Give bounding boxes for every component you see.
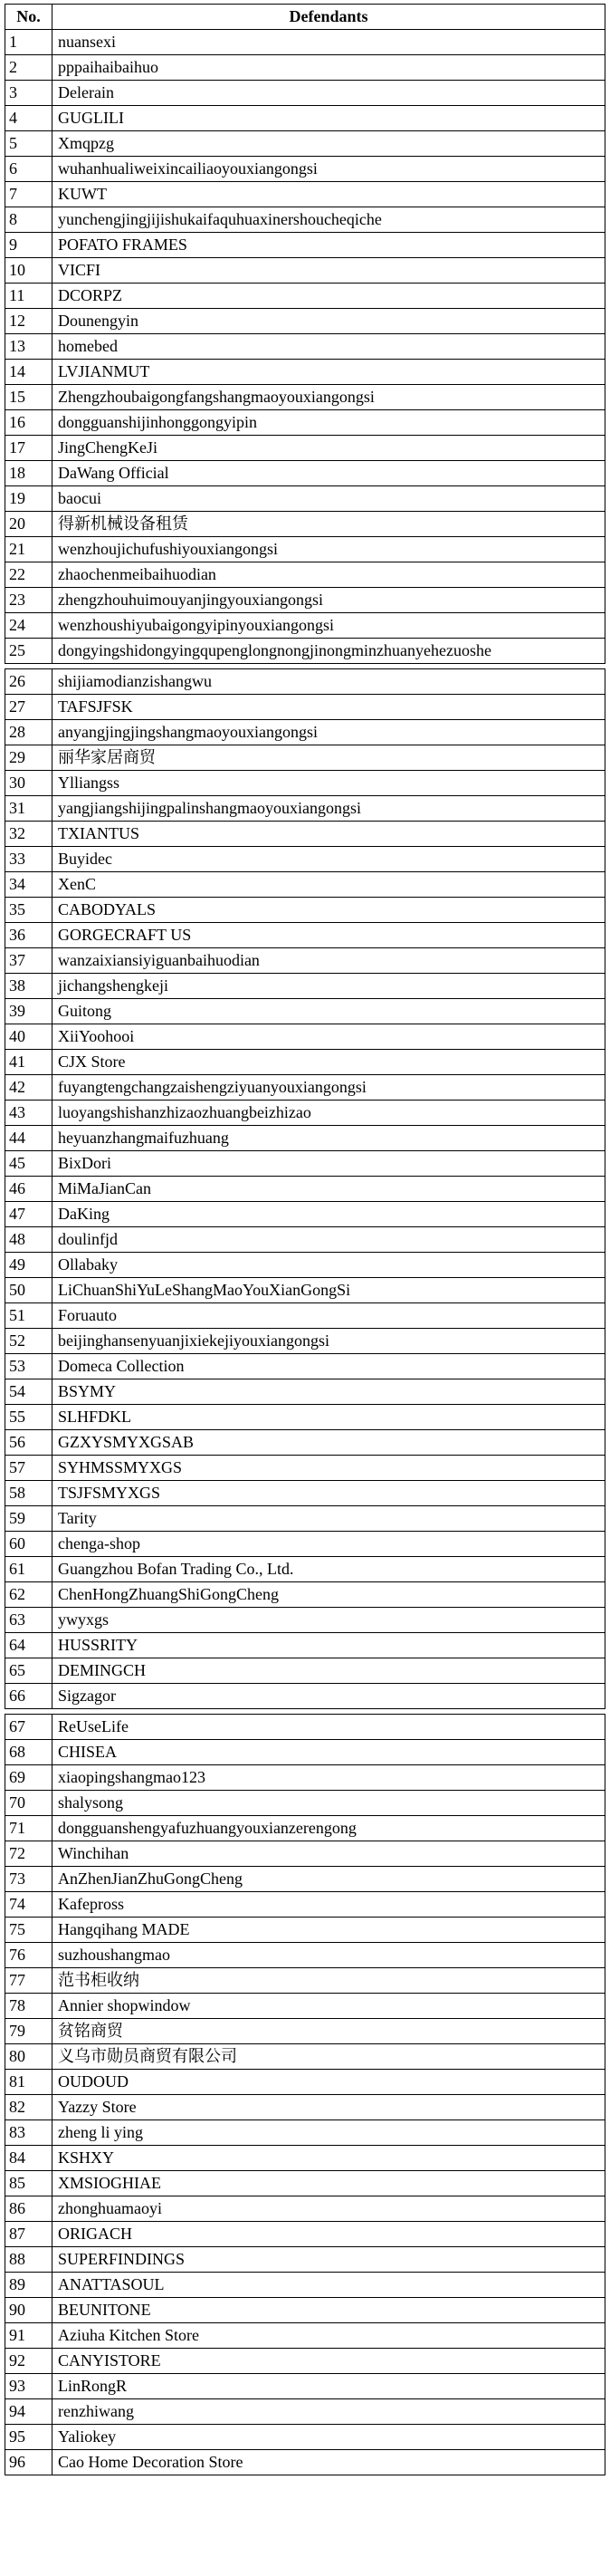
table-row	[5, 1379, 605, 1405]
table-row	[5, 1532, 605, 1557]
table-row	[5, 2399, 605, 2425]
defendant-number: 79	[5, 2019, 52, 2044]
defendant-name: SYHMSSMYXGS	[52, 1456, 605, 1481]
defendant-name: TSJFSMYXGS	[52, 1481, 605, 1506]
table-row	[5, 1968, 605, 1994]
defendant-number: 54	[5, 1379, 52, 1405]
defendant-number: 3	[5, 81, 52, 106]
defendant-name: LinRongR	[52, 2374, 605, 2399]
table-row	[5, 2323, 605, 2349]
defendant-number: 45	[5, 1151, 52, 1177]
defendant-name: Dounengyin	[52, 309, 605, 334]
table-row	[5, 948, 605, 974]
defendant-name: chenga-shop	[52, 1532, 605, 1557]
table-row	[5, 1715, 605, 1740]
defendant-number: 39	[5, 999, 52, 1024]
defendant-name: CHISEA	[52, 1740, 605, 1765]
table-row	[5, 1918, 605, 1943]
defendant-name: XMSIOGHIAE	[52, 2171, 605, 2196]
defendant-number: 69	[5, 1765, 52, 1791]
defendant-number: 21	[5, 537, 52, 562]
defendant-name: heyuanzhangmaifuzhuang	[52, 1126, 605, 1151]
table-row	[5, 1582, 605, 1608]
table-row	[5, 1506, 605, 1532]
table-row	[5, 1430, 605, 1456]
defendant-name: OUDOUD	[52, 2070, 605, 2095]
defendant-name: Sigzagor	[52, 1684, 605, 1709]
table-row	[5, 1456, 605, 1481]
defendant-number: 4	[5, 106, 52, 131]
defendant-number: 89	[5, 2273, 52, 2298]
defendant-number: 32	[5, 822, 52, 847]
table-row	[5, 1994, 605, 2019]
table-row	[5, 1151, 605, 1177]
defendant-name: dongguanshengyafuzhuangyouxianzerengong	[52, 1816, 605, 1841]
defendant-number: 58	[5, 1481, 52, 1506]
defendant-number: 76	[5, 1943, 52, 1968]
defendant-number: 64	[5, 1633, 52, 1658]
defendant-number: 84	[5, 2146, 52, 2171]
defendant-number: 77	[5, 1968, 52, 1994]
header-no: No.	[5, 5, 52, 30]
defendant-name: jichangshengkeji	[52, 974, 605, 999]
table-row	[5, 2425, 605, 2450]
table-row	[5, 1303, 605, 1329]
defendant-number: 86	[5, 2196, 52, 2222]
defendant-name: BEUNITONE	[52, 2298, 605, 2323]
table-row	[5, 1841, 605, 1867]
table-row	[5, 1892, 605, 1918]
defendant-name: zheng li ying	[52, 2120, 605, 2146]
defendant-number: 48	[5, 1227, 52, 1253]
defendant-number: 8	[5, 207, 52, 233]
defendant-name: Ollabaky	[52, 1253, 605, 1278]
defendant-number: 52	[5, 1329, 52, 1354]
table-row	[5, 1633, 605, 1658]
defendant-name: shijiamodianzishangwu	[52, 669, 605, 695]
defendant-name: Winchihan	[52, 1841, 605, 1867]
table-row	[5, 822, 605, 847]
defendant-name: zhengzhouhuimouyanjingyouxiangongsi	[52, 588, 605, 613]
table-row	[5, 2273, 605, 2298]
defendant-name: Guangzhou Bofan Trading Co., Ltd.	[52, 1557, 605, 1582]
defendant-number: 18	[5, 461, 52, 486]
defendant-name: Kafepross	[52, 1892, 605, 1918]
defendant-name: KUWT	[52, 182, 605, 207]
defendant-number: 61	[5, 1557, 52, 1582]
defendant-name: DEMINGCH	[52, 1658, 605, 1684]
defendant-number: 9	[5, 233, 52, 258]
defendant-name: DaWang Official	[52, 461, 605, 486]
defendant-name: AnZhenJianZhuGongCheng	[52, 1867, 605, 1892]
defendant-number: 60	[5, 1532, 52, 1557]
defendant-number: 66	[5, 1684, 52, 1709]
defendant-number: 14	[5, 360, 52, 385]
defendant-number: 90	[5, 2298, 52, 2323]
defendant-name: 丽华家居商贸	[52, 745, 605, 771]
table-row	[5, 436, 605, 461]
table-row	[5, 2222, 605, 2247]
defendant-number: 15	[5, 385, 52, 410]
defendant-name: anyangjingjingshangmaoyouxiangongsi	[52, 720, 605, 745]
defendant-number: 83	[5, 2120, 52, 2146]
table-row	[5, 182, 605, 207]
defendant-name: CJX Store	[52, 1050, 605, 1075]
table-row	[5, 562, 605, 588]
defendant-name: GZXYSMYXGSAB	[52, 1430, 605, 1456]
defendant-number: 22	[5, 562, 52, 588]
defendant-number: 67	[5, 1715, 52, 1740]
table-row	[5, 1024, 605, 1050]
defendant-number: 46	[5, 1177, 52, 1202]
defendants-table-section-2	[5, 668, 605, 1709]
defendant-name: JingChengKeJi	[52, 436, 605, 461]
table-row	[5, 1816, 605, 1841]
defendant-name: yunchengjingjijishukaifaquhuaxinershoucheqiche	[52, 207, 605, 233]
defendant-name: beijinghansenyuanjixiekejiyouxiangongsi	[52, 1329, 605, 1354]
defendant-number: 75	[5, 1918, 52, 1943]
defendant-number: 96	[5, 2450, 52, 2475]
table-row	[5, 512, 605, 537]
table-row	[5, 2044, 605, 2070]
defendant-number: 1	[5, 30, 52, 55]
defendant-name: DaKing	[52, 1202, 605, 1227]
table-row	[5, 1075, 605, 1101]
table-row	[5, 207, 605, 233]
defendant-number: 65	[5, 1658, 52, 1684]
table-row	[5, 106, 605, 131]
defendant-name: ORIGACH	[52, 2222, 605, 2247]
defendant-number: 63	[5, 1608, 52, 1633]
table-row	[5, 1253, 605, 1278]
defendant-number: 40	[5, 1024, 52, 1050]
defendant-name: shalysong	[52, 1791, 605, 1816]
defendant-number: 87	[5, 2222, 52, 2247]
defendant-name: Yaliokey	[52, 2425, 605, 2450]
defendant-name: Yazzy Store	[52, 2095, 605, 2120]
table-row	[5, 360, 605, 385]
defendant-name: GORGECRAFT US	[52, 923, 605, 948]
defendant-number: 93	[5, 2374, 52, 2399]
defendant-number: 53	[5, 1354, 52, 1379]
table-row	[5, 1329, 605, 1354]
defendant-name: Hangqihang MADE	[52, 1918, 605, 1943]
table-row	[5, 309, 605, 334]
defendant-number: 57	[5, 1456, 52, 1481]
table-row	[5, 2349, 605, 2374]
table-row	[5, 2095, 605, 2120]
table-row	[5, 1684, 605, 1709]
table-row	[5, 2146, 605, 2171]
table-row	[5, 233, 605, 258]
defendant-name: Foruauto	[52, 1303, 605, 1329]
defendant-number: 82	[5, 2095, 52, 2120]
defendant-name: suzhoushangmao	[52, 1943, 605, 1968]
table-row	[5, 1608, 605, 1633]
defendant-name: wuhanhualiweixincailiaoyouxiangongsi	[52, 157, 605, 182]
defendant-number: 78	[5, 1994, 52, 2019]
table-row	[5, 461, 605, 486]
defendant-number: 94	[5, 2399, 52, 2425]
defendant-number: 11	[5, 284, 52, 309]
defendant-name: ReUseLife	[52, 1715, 605, 1740]
table-row	[5, 898, 605, 923]
table-row	[5, 1791, 605, 1816]
table-row	[5, 1227, 605, 1253]
table-row	[5, 2196, 605, 2222]
defendant-number: 72	[5, 1841, 52, 1867]
defendant-name: yangjiangshijingpalinshangmaoyouxiangongsi	[52, 796, 605, 822]
defendant-name: DCORPZ	[52, 284, 605, 309]
defendant-name: Guitong	[52, 999, 605, 1024]
table-row	[5, 923, 605, 948]
table-row	[5, 1177, 605, 1202]
table-row	[5, 81, 605, 106]
defendant-number: 55	[5, 1405, 52, 1430]
table-row	[5, 1405, 605, 1430]
defendant-name: 义乌市勋员商贸有限公司	[52, 2044, 605, 2070]
table-row	[5, 847, 605, 872]
defendant-number: 16	[5, 410, 52, 436]
table-row	[5, 1765, 605, 1791]
defendant-name: fuyangtengchangzaishengziyuanyouxiangongsi	[52, 1075, 605, 1101]
table-row	[5, 974, 605, 999]
table-row	[5, 2298, 605, 2323]
table-row	[5, 1481, 605, 1506]
table-row	[5, 613, 605, 639]
defendant-name: wenzhoushiyubaigongyipinyouxiangongsi	[52, 613, 605, 639]
defendants-document	[5, 4, 605, 2475]
defendant-number: 81	[5, 2070, 52, 2095]
table-row	[5, 1050, 605, 1075]
defendant-number: 92	[5, 2349, 52, 2374]
defendant-name: CABODYALS	[52, 898, 605, 923]
defendant-name: GUGLILI	[52, 106, 605, 131]
header-defendants: Defendants	[52, 5, 605, 30]
defendant-name: Xmqpzg	[52, 131, 605, 157]
table-header-row	[5, 5, 605, 30]
defendant-number: 37	[5, 948, 52, 974]
table-row	[5, 1278, 605, 1303]
table-row	[5, 796, 605, 822]
defendant-name: renzhiwang	[52, 2399, 605, 2425]
defendant-name: Annier shopwindow	[52, 1994, 605, 2019]
defendant-number: 17	[5, 436, 52, 461]
defendant-name: doulinfjd	[52, 1227, 605, 1253]
table-row	[5, 999, 605, 1024]
defendant-number: 71	[5, 1816, 52, 1841]
defendant-number: 41	[5, 1050, 52, 1075]
table-row	[5, 486, 605, 512]
defendant-name: BSYMY	[52, 1379, 605, 1405]
defendant-number: 29	[5, 745, 52, 771]
table-row	[5, 1557, 605, 1582]
defendant-number: 62	[5, 1582, 52, 1608]
defendant-name: CANYISTORE	[52, 2349, 605, 2374]
table-row	[5, 771, 605, 796]
defendant-number: 20	[5, 512, 52, 537]
table-row	[5, 334, 605, 360]
defendant-name: POFATO FRAMES	[52, 233, 605, 258]
table-row	[5, 537, 605, 562]
defendant-name: XiiYoohooi	[52, 1024, 605, 1050]
table-row	[5, 1658, 605, 1684]
defendant-name: Delerain	[52, 81, 605, 106]
defendant-name: wenzhoujichufushiyouxiangongsi	[52, 537, 605, 562]
defendant-name: TAFSJFSK	[52, 695, 605, 720]
table-row	[5, 872, 605, 898]
defendant-name: Zhengzhoubaigongfangshangmaoyouxiangongsi	[52, 385, 605, 410]
defendant-number: 33	[5, 847, 52, 872]
defendant-number: 95	[5, 2425, 52, 2450]
defendant-number: 42	[5, 1075, 52, 1101]
table-row	[5, 588, 605, 613]
table-row	[5, 2450, 605, 2475]
defendant-name: baocui	[52, 486, 605, 512]
defendant-number: 85	[5, 2171, 52, 2196]
defendant-number: 27	[5, 695, 52, 720]
defendant-number: 73	[5, 1867, 52, 1892]
defendant-name: ywyxgs	[52, 1608, 605, 1633]
defendant-name: xiaopingshangmao123	[52, 1765, 605, 1791]
table-row	[5, 2374, 605, 2399]
defendant-name: TXIANTUS	[52, 822, 605, 847]
table-row	[5, 2120, 605, 2146]
defendant-name: Domeca Collection	[52, 1354, 605, 1379]
defendant-name: LVJIANMUT	[52, 360, 605, 385]
defendant-name: HUSSRITY	[52, 1633, 605, 1658]
defendant-number: 59	[5, 1506, 52, 1532]
defendant-name: dongguanshijinhonggongyipin	[52, 410, 605, 436]
defendant-number: 49	[5, 1253, 52, 1278]
table-row	[5, 720, 605, 745]
table-row	[5, 2070, 605, 2095]
defendant-name: Aziuha Kitchen Store	[52, 2323, 605, 2349]
table-row	[5, 1867, 605, 1892]
defendant-name: SLHFDKL	[52, 1405, 605, 1430]
table-row	[5, 284, 605, 309]
table-row	[5, 157, 605, 182]
defendant-name: luoyangshishanzhizaozhuangbeizhizao	[52, 1101, 605, 1126]
table-row	[5, 2019, 605, 2044]
table-row	[5, 1740, 605, 1765]
defendant-number: 51	[5, 1303, 52, 1329]
defendant-number: 88	[5, 2247, 52, 2273]
defendant-number: 44	[5, 1126, 52, 1151]
defendant-number: 47	[5, 1202, 52, 1227]
defendant-number: 35	[5, 898, 52, 923]
table-row	[5, 695, 605, 720]
defendant-name: BixDori	[52, 1151, 605, 1177]
defendant-number: 74	[5, 1892, 52, 1918]
table-row	[5, 1126, 605, 1151]
defendant-name: MiMaJianCan	[52, 1177, 605, 1202]
table-row	[5, 1354, 605, 1379]
table-row	[5, 745, 605, 771]
defendant-number: 68	[5, 1740, 52, 1765]
defendant-number: 30	[5, 771, 52, 796]
defendant-name: 范书柜收纳	[52, 1968, 605, 1994]
defendant-name: ANATTASOUL	[52, 2273, 605, 2298]
defendant-number: 26	[5, 669, 52, 695]
defendant-name: Tarity	[52, 1506, 605, 1532]
defendant-number: 19	[5, 486, 52, 512]
defendant-number: 13	[5, 334, 52, 360]
defendant-number: 6	[5, 157, 52, 182]
table-row	[5, 1101, 605, 1126]
table-row	[5, 1202, 605, 1227]
defendant-name: ChenHongZhuangShiGongCheng	[52, 1582, 605, 1608]
defendant-name: 得新机械设备租赁	[52, 512, 605, 537]
defendant-number: 91	[5, 2323, 52, 2349]
table-row	[5, 131, 605, 157]
table-row	[5, 2171, 605, 2196]
defendant-name: Buyidec	[52, 847, 605, 872]
table-row	[5, 410, 605, 436]
defendant-name: wanzaixiansiyiguanbaihuodian	[52, 948, 605, 974]
defendant-name: LiChuanShiYuLeShangMaoYouXianGongSi	[52, 1278, 605, 1303]
defendants-table-section-1	[5, 4, 605, 664]
defendant-name: zhaochenmeibaihuodian	[52, 562, 605, 588]
table-row	[5, 2247, 605, 2273]
defendant-number: 24	[5, 613, 52, 639]
defendant-name: XenC	[52, 872, 605, 898]
defendant-name: KSHXY	[52, 2146, 605, 2171]
defendant-number: 34	[5, 872, 52, 898]
defendant-number: 23	[5, 588, 52, 613]
defendant-name: pppaihaibaihuo	[52, 55, 605, 81]
defendant-number: 2	[5, 55, 52, 81]
table-row	[5, 669, 605, 695]
defendant-name: homebed	[52, 334, 605, 360]
table-row	[5, 385, 605, 410]
defendant-name: SUPERFINDINGS	[52, 2247, 605, 2273]
defendant-number: 36	[5, 923, 52, 948]
defendant-number: 38	[5, 974, 52, 999]
table-row	[5, 1943, 605, 1968]
defendant-number: 5	[5, 131, 52, 157]
defendant-number: 43	[5, 1101, 52, 1126]
defendant-number: 12	[5, 309, 52, 334]
defendant-number: 80	[5, 2044, 52, 2070]
defendant-number: 25	[5, 639, 52, 664]
defendant-number: 70	[5, 1791, 52, 1816]
defendant-name: Ylliangss	[52, 771, 605, 796]
defendant-name: zhonghuamaoyi	[52, 2196, 605, 2222]
defendant-number: 7	[5, 182, 52, 207]
table-row	[5, 258, 605, 284]
table-row	[5, 639, 605, 664]
table-row	[5, 30, 605, 55]
table-row	[5, 55, 605, 81]
defendant-number: 56	[5, 1430, 52, 1456]
defendant-name: 贫铭商贸	[52, 2019, 605, 2044]
defendant-name: VICFI	[52, 258, 605, 284]
defendant-name: Cao Home Decoration Store	[52, 2450, 605, 2475]
defendants-table-section-3	[5, 1714, 605, 2475]
defendant-name: nuansexi	[52, 30, 605, 55]
defendant-name: dongyingshidongyingqupenglongnongjinongminzhuanyehezuoshe	[52, 639, 605, 664]
defendant-number: 50	[5, 1278, 52, 1303]
defendant-number: 10	[5, 258, 52, 284]
defendant-number: 31	[5, 796, 52, 822]
defendant-number: 28	[5, 720, 52, 745]
